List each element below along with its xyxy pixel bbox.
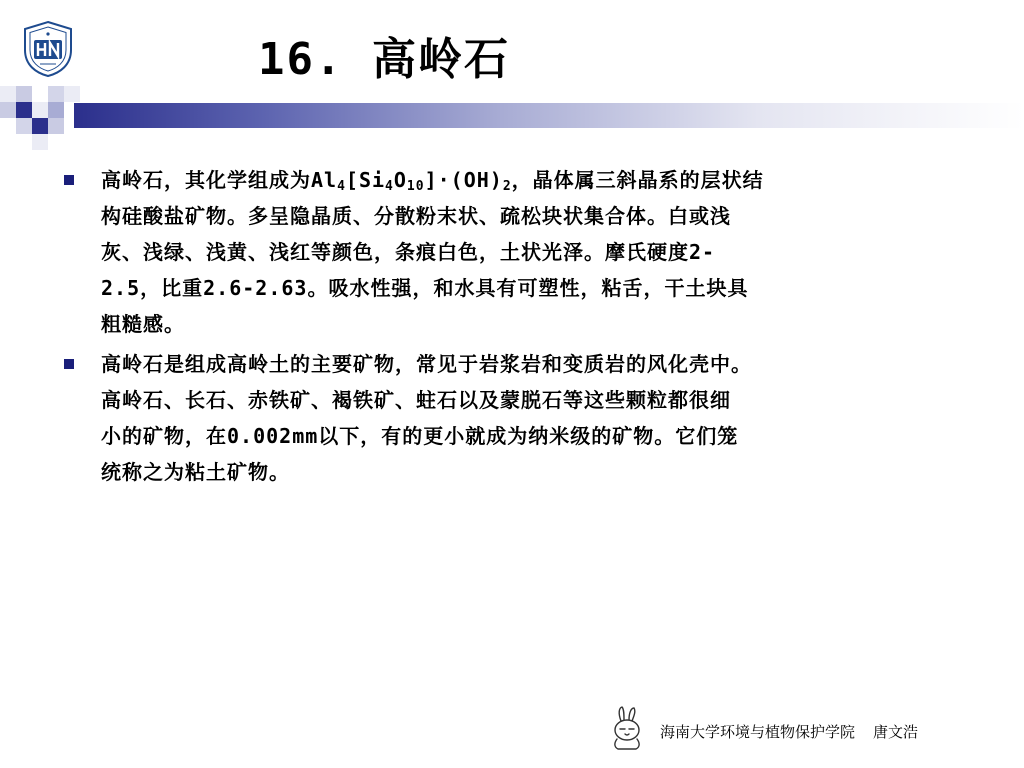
bullet-text: 高岭石，其化学组成为$Al_4[Si_4O_{10}]\cdot(OH)_2$，晶体属三斜晶系的层状结 构硅酸盐矿物。多呈隐晶质、分散粉末状、疏松块状集合体。白或浅 灰、浅绿、浅黄、浅红等颜色，条痕白色，土状光泽。摩氏硬度2- 2.5，比重2.6-2.63。吸水性强，和水具有可塑性，粘舌，干土块具 粗糙感。	[101, 168, 764, 336]
footer-author: 唐文浩	[873, 723, 919, 741]
footer-institution: 海南大学环境与植物保护学院	[660, 723, 856, 741]
university-logo	[22, 20, 74, 78]
slide-title: 16. 高岭石	[258, 34, 510, 85]
bullet-text: 高岭石是组成高岭土的主要矿物，常见于岩浆岩和变质岩的风化壳中。 高岭石、长石、赤铁矿、褐铁矿、蛀石以及蒙脱石等这些颗粒都很细 小的矿物，在0.002mm以下，有的更小就成为纳米级的矿物。它们笼 统称之为粘土矿物。	[101, 352, 752, 484]
bullet-item	[64, 162, 984, 342]
bullet-item	[64, 346, 984, 490]
title-underline-bar	[74, 103, 1024, 128]
footer	[660, 722, 918, 742]
rabbit-mascot-icon	[608, 705, 650, 751]
decorative-squares	[0, 86, 80, 150]
bullet-list	[64, 162, 984, 490]
square-bullet-icon	[64, 175, 74, 185]
square-bullet-icon	[64, 359, 74, 369]
